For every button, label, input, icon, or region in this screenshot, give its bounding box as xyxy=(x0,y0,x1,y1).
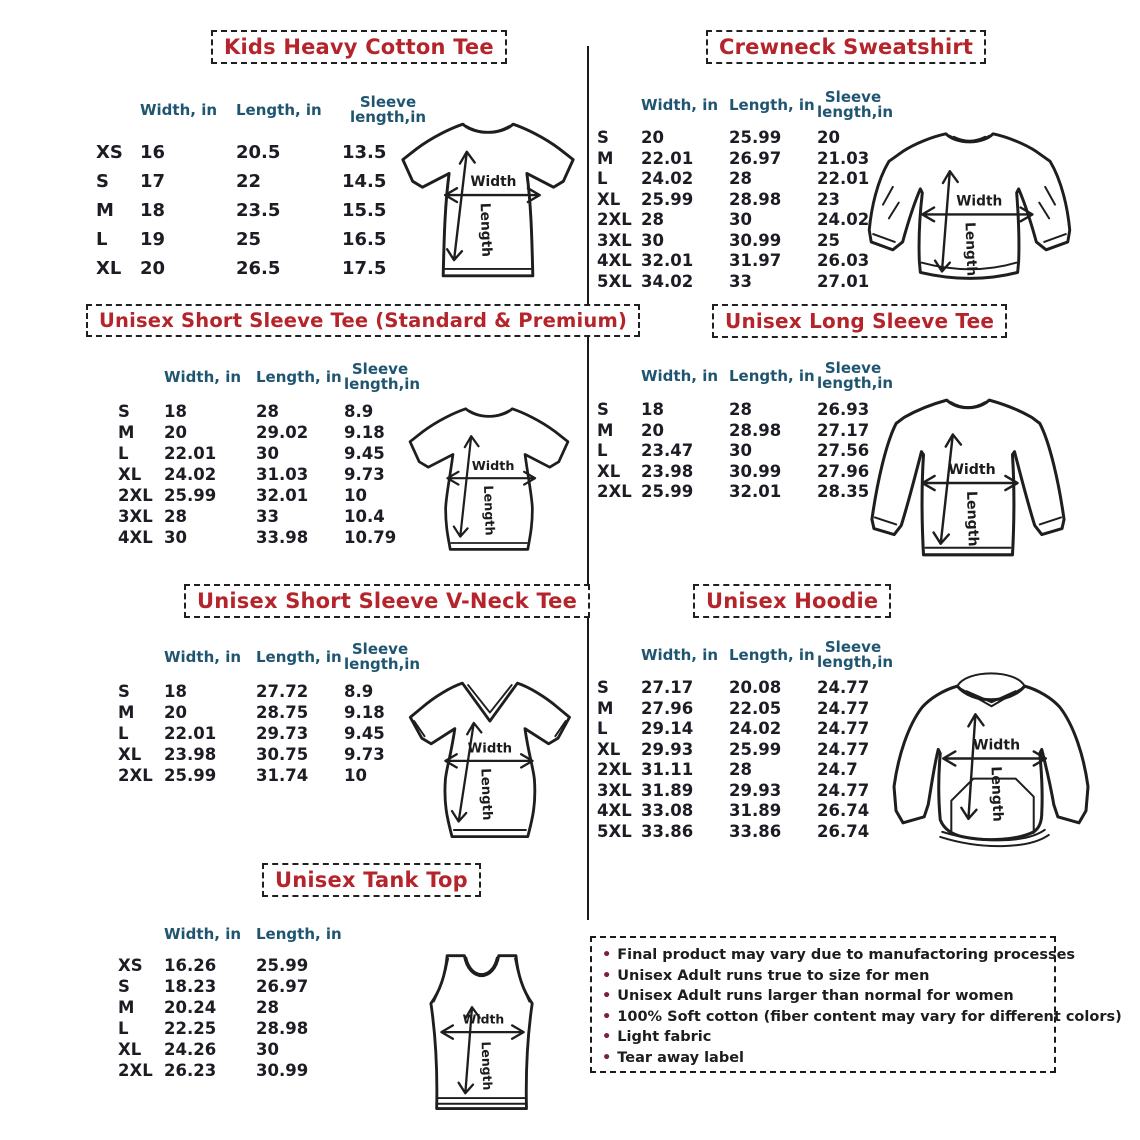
row-width: 25.99 xyxy=(641,482,694,501)
bullet-icon: • xyxy=(602,988,612,1004)
row-size: L xyxy=(118,724,129,744)
row-length: 28 xyxy=(729,400,752,419)
row-sleeve: 21.03 xyxy=(817,148,870,168)
row-size: 2XL xyxy=(118,1061,153,1081)
row-sleeve: 27.56 xyxy=(817,441,870,460)
row-sleeve: 9.18 xyxy=(344,423,385,443)
unisex-hoodie-illustration xyxy=(880,660,1098,856)
row-width: 23.98 xyxy=(164,745,217,765)
header-sleeve: Sleeve length,in xyxy=(344,360,421,393)
row-sleeve: 24.77 xyxy=(817,780,870,800)
row-size: L xyxy=(118,1019,129,1039)
row-size: 2XL xyxy=(118,486,153,506)
row-width: 25.99 xyxy=(164,486,217,506)
header-sleeve: Sleeve length,in xyxy=(817,359,894,392)
length-label: Length xyxy=(962,490,981,547)
row-width: 34.02 xyxy=(641,271,694,291)
header-width: Width, in xyxy=(641,95,719,114)
note-item: • 100% Soft cotton (fiber content may vary for different colors) xyxy=(602,1008,1122,1025)
row-width: 28 xyxy=(164,507,187,527)
row-width: 18 xyxy=(164,402,187,422)
row-width: 29.14 xyxy=(641,719,694,738)
row-size: L xyxy=(597,169,608,188)
row-length: 31.97 xyxy=(729,251,782,270)
header-width: Width, in xyxy=(140,100,218,119)
crewneck-sweatshirt-illustration xyxy=(860,124,1078,296)
row-width: 30 xyxy=(164,528,187,548)
row-width: 20 xyxy=(164,423,187,443)
row-sleeve: 9.18 xyxy=(344,703,385,723)
row-sleeve: 28.35 xyxy=(817,482,870,501)
row-sleeve: 24.77 xyxy=(817,678,870,697)
row-sleeve: 8.9 xyxy=(344,682,374,702)
row-width: 16.26 xyxy=(164,956,217,976)
row-size: 4XL xyxy=(118,528,153,548)
section-title-tank-top: Unisex Tank Top xyxy=(262,863,481,897)
row-sleeve: 10 xyxy=(344,766,367,786)
header-length: Length, in xyxy=(729,645,815,664)
row-size: S xyxy=(597,128,609,147)
row-size: XL xyxy=(597,461,621,481)
row-length: 28.75 xyxy=(256,703,309,723)
row-sleeve: 9.45 xyxy=(344,444,385,464)
row-size: 4XL xyxy=(597,801,632,820)
bullet-icon: • xyxy=(602,947,612,963)
row-width: 31.89 xyxy=(641,780,694,800)
row-length: 25.99 xyxy=(729,128,782,147)
row-sleeve: 9.45 xyxy=(344,724,385,744)
row-width: 27.17 xyxy=(641,678,694,697)
row-width: 16 xyxy=(140,141,166,163)
header-length: Length, in xyxy=(256,367,342,386)
row-size: 3XL xyxy=(597,230,632,250)
row-size: XL xyxy=(597,189,621,209)
row-length: 26.97 xyxy=(729,148,782,168)
row-size: M xyxy=(597,698,614,718)
row-length: 28 xyxy=(256,402,279,422)
row-length: 30 xyxy=(729,210,752,229)
width-label: Width xyxy=(471,458,515,474)
row-length: 26.5 xyxy=(236,257,281,279)
row-width: 23.47 xyxy=(641,441,694,460)
header-length: Length, in xyxy=(256,924,342,943)
row-length: 29.02 xyxy=(256,423,309,443)
row-width: 18.23 xyxy=(164,977,217,997)
row-size: XL xyxy=(597,739,621,759)
width-label: Width xyxy=(470,174,517,191)
row-length: 30 xyxy=(256,1040,279,1060)
header-width: Width, in xyxy=(164,924,242,943)
row-width: 28 xyxy=(641,210,664,229)
row-size: M xyxy=(597,420,614,440)
header-length: Length, in xyxy=(729,95,815,114)
header-width: Width, in xyxy=(641,366,719,385)
row-width: 24.02 xyxy=(164,465,217,485)
row-size: XL xyxy=(118,1040,142,1060)
row-sleeve: 27.17 xyxy=(817,420,870,440)
row-width: 19 xyxy=(140,228,166,250)
row-sleeve: 14.5 xyxy=(342,170,387,192)
row-width: 33.86 xyxy=(641,821,694,841)
header-sleeve: Sleeve length,in xyxy=(349,93,427,126)
row-length: 29.73 xyxy=(256,724,309,744)
row-size: S xyxy=(118,682,130,702)
row-size: 2XL xyxy=(597,482,632,501)
row-length: 33 xyxy=(256,507,279,527)
note-item: • Tear away label xyxy=(602,1049,745,1066)
width-label: Width xyxy=(462,1011,505,1027)
row-width: 17 xyxy=(140,170,166,192)
row-sleeve: 26.03 xyxy=(817,251,870,270)
length-label: Length xyxy=(477,768,495,821)
standard-tee-illustration xyxy=(400,394,578,566)
row-length: 30 xyxy=(729,441,752,460)
row-sleeve: 27.01 xyxy=(817,271,870,291)
row-length: 30.99 xyxy=(256,1061,309,1081)
row-width: 24.26 xyxy=(164,1040,217,1060)
row-length: 23.5 xyxy=(236,199,281,221)
header-sleeve: Sleeve length,in xyxy=(817,88,894,121)
column-divider-line xyxy=(587,46,589,920)
row-size: L xyxy=(96,228,108,250)
row-size: 3XL xyxy=(597,780,632,800)
bullet-icon: • xyxy=(602,967,612,984)
note-item: • Unisex Adult runs true to size for men xyxy=(602,967,930,984)
row-length: 30.99 xyxy=(729,230,782,250)
header-sleeve: Sleeve length,in xyxy=(344,640,421,673)
bullet-icon: • xyxy=(602,1008,612,1025)
row-length: 25.99 xyxy=(256,956,309,976)
header-width: Width, in xyxy=(164,367,242,386)
row-size: S xyxy=(597,400,609,419)
row-length: 28 xyxy=(256,998,279,1018)
row-sleeve: 13.5 xyxy=(342,141,387,163)
row-width: 29.93 xyxy=(641,739,694,759)
header-width: Width, in xyxy=(164,647,242,666)
row-sleeve: 10 xyxy=(344,486,367,506)
vneck-tee-table xyxy=(118,632,421,787)
row-sleeve: 10.79 xyxy=(344,528,397,548)
row-width: 22.25 xyxy=(164,1019,217,1039)
section-title-unisex-hoodie: Unisex Hoodie xyxy=(693,584,891,618)
row-width: 32.01 xyxy=(641,251,694,270)
row-size: 2XL xyxy=(597,760,632,779)
hood-top-arc xyxy=(957,673,1024,686)
row-length: 20.5 xyxy=(236,141,281,163)
row-width: 18 xyxy=(140,199,166,221)
row-size: L xyxy=(118,444,129,464)
row-length: 33.98 xyxy=(256,528,309,548)
row-length: 20.08 xyxy=(729,678,782,697)
header-width: Width, in xyxy=(641,645,719,664)
width-label: Width xyxy=(972,737,1021,754)
length-label: Length xyxy=(987,766,1006,822)
row-width: 18 xyxy=(641,400,664,419)
row-size: S xyxy=(118,402,130,422)
row-width: 20 xyxy=(641,128,664,147)
row-size: 5XL xyxy=(597,271,632,291)
header-sleeve: Sleeve length,in xyxy=(817,638,894,671)
section-title-kids-heavy-cotton-tee: Kids Heavy Cotton Tee xyxy=(211,30,507,64)
width-label: Width xyxy=(948,461,996,478)
row-size: M xyxy=(118,423,135,443)
section-title-crewneck-sweatshirt: Crewneck Sweatshirt xyxy=(706,30,986,64)
row-sleeve: 24.77 xyxy=(817,739,870,759)
row-width: 20.24 xyxy=(164,998,217,1018)
row-length: 31.89 xyxy=(729,801,782,820)
section-title-vneck-tee: Unisex Short Sleeve V-Neck Tee xyxy=(184,584,590,618)
row-size: XS xyxy=(118,956,143,976)
width-label: Width xyxy=(467,741,513,757)
note-item: • Final product may vary due to manufactoring processes xyxy=(602,947,1076,963)
crewneck-sweatshirt-table xyxy=(597,82,894,292)
row-length: 28 xyxy=(729,760,752,779)
row-sleeve: 8.9 xyxy=(344,402,374,422)
width-label: Width xyxy=(956,193,1003,210)
row-sleeve: 15.5 xyxy=(342,199,387,221)
row-sleeve: 9.73 xyxy=(344,465,385,485)
row-sleeve: 20 xyxy=(817,128,840,147)
tank-top-illustration xyxy=(418,948,548,1120)
row-sleeve: 25 xyxy=(817,230,840,250)
row-size: XL xyxy=(118,465,142,485)
tank-top-table xyxy=(118,912,346,1082)
row-width: 30 xyxy=(641,230,664,250)
row-length: 26.97 xyxy=(256,977,309,997)
long-sleeve-tee-illustration xyxy=(852,390,1087,572)
row-width: 25.99 xyxy=(641,189,694,209)
row-sleeve: 27.96 xyxy=(817,461,870,481)
row-size: 4XL xyxy=(597,251,632,270)
row-length: 25.99 xyxy=(729,739,782,759)
row-size: S xyxy=(597,678,609,697)
row-length: 22 xyxy=(236,170,262,192)
row-length: 30 xyxy=(256,444,279,464)
row-length: 22.05 xyxy=(729,698,782,718)
length-label: Length xyxy=(479,485,497,536)
row-width: 22.01 xyxy=(164,444,217,464)
row-sleeve: 24.77 xyxy=(817,719,870,738)
row-sleeve: 24.7 xyxy=(817,760,858,779)
row-length: 32.01 xyxy=(256,486,309,506)
long-sleeve-tee-table xyxy=(597,352,894,503)
row-length: 32.01 xyxy=(729,482,782,501)
row-length: 28.98 xyxy=(256,1019,309,1039)
row-width: 23.98 xyxy=(641,461,694,481)
row-width: 18 xyxy=(164,682,187,702)
length-label: Length xyxy=(961,221,980,277)
row-width: 20 xyxy=(641,420,664,440)
row-size: L xyxy=(597,719,608,738)
vneck-tee-illustration xyxy=(398,668,578,848)
header-length: Length, in xyxy=(729,366,815,385)
row-width: 31.11 xyxy=(641,760,694,779)
row-width: 33.08 xyxy=(641,801,694,820)
row-width: 20 xyxy=(164,703,187,723)
row-length: 30.99 xyxy=(729,461,782,481)
row-sleeve: 26.93 xyxy=(817,400,870,419)
unisex-hoodie-table xyxy=(597,632,894,842)
row-length: 28 xyxy=(729,169,752,188)
section-title-long-sleeve-tee: Unisex Long Sleeve Tee xyxy=(712,304,1007,338)
row-sleeve: 22.01 xyxy=(817,169,870,188)
row-length: 30.75 xyxy=(256,745,309,765)
row-sleeve: 16.5 xyxy=(342,228,387,250)
row-size: L xyxy=(597,441,608,460)
row-width: 26.23 xyxy=(164,1061,217,1081)
row-width: 25.99 xyxy=(164,766,217,786)
row-sleeve: 24.02 xyxy=(817,210,870,229)
row-width: 24.02 xyxy=(641,169,694,188)
row-size: XL xyxy=(96,257,122,279)
row-length: 29.93 xyxy=(729,780,782,800)
row-size: 3XL xyxy=(118,507,153,527)
length-label: Length xyxy=(476,202,495,258)
row-length: 28.98 xyxy=(729,189,782,209)
row-width: 20 xyxy=(140,257,166,279)
section-title-unisex-short-sleeve-tee: Unisex Short Sleeve Tee (Standard & Premium) xyxy=(86,304,640,337)
row-sleeve: 26.74 xyxy=(817,801,870,820)
row-size: M xyxy=(597,148,614,168)
row-size: S xyxy=(96,170,109,192)
row-length: 33.86 xyxy=(729,821,782,841)
row-sleeve: 10.4 xyxy=(344,507,385,527)
note-item: • Unisex Adult runs larger than normal for women xyxy=(602,988,1014,1004)
row-size: 2XL xyxy=(597,210,632,229)
row-width: 27.96 xyxy=(641,698,694,718)
row-sleeve: 24.77 xyxy=(817,698,870,718)
row-sleeve: 26.74 xyxy=(817,821,870,841)
row-length: 33 xyxy=(729,271,752,291)
row-length: 28.98 xyxy=(729,420,782,440)
row-length: 31.74 xyxy=(256,766,309,786)
bullet-icon: • xyxy=(602,1049,612,1066)
unisex-short-sleeve-tee-table xyxy=(118,352,421,549)
row-size: M xyxy=(96,199,114,221)
row-size: M xyxy=(118,703,135,723)
row-length: 27.72 xyxy=(256,682,309,702)
row-size: M xyxy=(118,998,135,1018)
header-length: Length, in xyxy=(236,100,322,119)
row-sleeve: 9.73 xyxy=(344,745,385,765)
length-label: Length xyxy=(478,1041,496,1091)
row-size: XL xyxy=(118,745,142,765)
header-length: Length, in xyxy=(256,647,342,666)
row-size: 5XL xyxy=(597,821,632,841)
product-notes-box xyxy=(590,936,1122,1073)
row-width: 22.01 xyxy=(164,724,217,744)
bullet-icon: • xyxy=(602,1029,612,1045)
row-length: 24.02 xyxy=(729,719,782,738)
row-sleeve: 17.5 xyxy=(342,257,387,279)
note-item: • Light fabric xyxy=(602,1029,712,1045)
row-length: 31.03 xyxy=(256,465,309,485)
row-sleeve: 23 xyxy=(817,189,840,209)
kids-tee-illustration xyxy=(392,112,584,290)
kids-heavy-cotton-tee-table xyxy=(96,82,434,283)
row-size: S xyxy=(118,977,130,997)
row-size: XS xyxy=(96,141,123,163)
row-width: 22.01 xyxy=(641,148,694,168)
row-size: 2XL xyxy=(118,766,153,786)
row-length: 25 xyxy=(236,228,262,250)
